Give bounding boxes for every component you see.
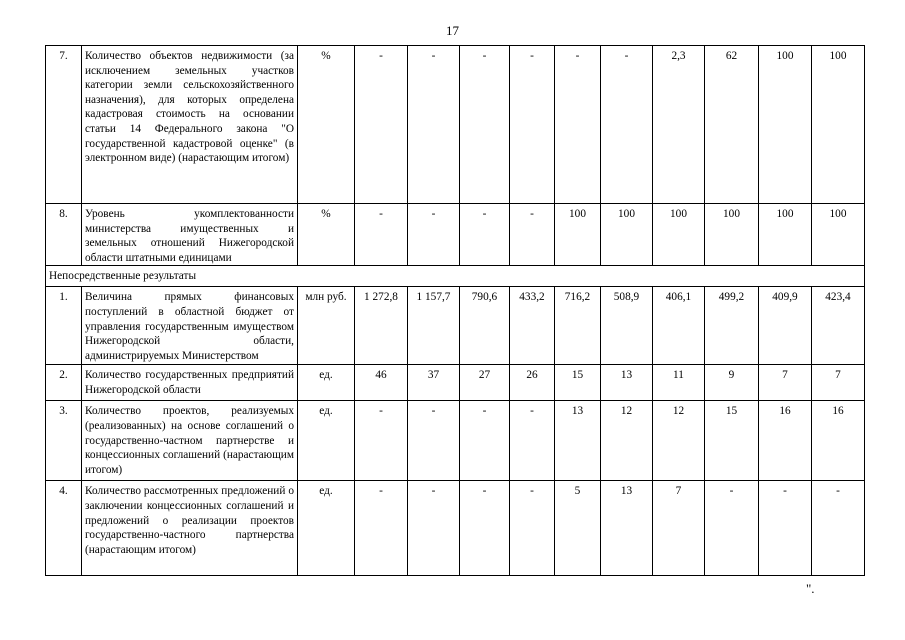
table-row <box>46 401 865 481</box>
value-cell: 2,3 <box>653 46 705 204</box>
unit-cell: % <box>298 204 355 266</box>
value-cell: - <box>408 481 460 576</box>
row-number: 8. <box>46 204 82 266</box>
value-cell: 508,9 <box>601 287 653 365</box>
value-cell: - <box>705 481 759 576</box>
value-cell: - <box>355 481 408 576</box>
value-cell: 100 <box>601 204 653 266</box>
section-row <box>46 266 865 287</box>
row-number: 1. <box>46 287 82 365</box>
table-row <box>46 365 865 401</box>
value-cell: 790,6 <box>460 287 510 365</box>
value-cell: 7 <box>653 481 705 576</box>
row-number: 3. <box>46 401 82 481</box>
value-cell: 9 <box>705 365 759 401</box>
value-cell: 11 <box>653 365 705 401</box>
indicators-table <box>45 45 865 576</box>
value-cell: - <box>601 46 653 204</box>
value-cell: - <box>355 46 408 204</box>
table-row <box>46 204 865 266</box>
indicator-name: Количество государственных предприятий Нижегородской области <box>82 365 298 401</box>
value-cell: 100 <box>759 204 812 266</box>
value-cell: 27 <box>460 365 510 401</box>
value-cell: - <box>408 204 460 266</box>
value-cell: - <box>460 46 510 204</box>
table-body-bottom <box>46 287 865 576</box>
value-cell: - <box>510 481 555 576</box>
unit-cell: % <box>298 46 355 204</box>
table-row <box>46 287 865 365</box>
value-cell: 46 <box>355 365 408 401</box>
page-number: 17 <box>446 23 459 38</box>
section-label: Непосредственные результаты <box>46 266 865 287</box>
value-cell: 423,4 <box>812 287 865 365</box>
table-body-top <box>46 46 865 266</box>
value-cell: 100 <box>653 204 705 266</box>
value-cell: 26 <box>510 365 555 401</box>
value-cell: - <box>460 204 510 266</box>
value-cell: 16 <box>812 401 865 481</box>
indicator-name: Уровень укомплектованности министерства имущественных и земельных отношений Нижегородской области штатными единицами <box>82 204 298 266</box>
value-cell: - <box>408 46 460 204</box>
unit-cell: ед. <box>298 365 355 401</box>
indicator-name: Количество рассмотренных предложений о заключении концессионных соглашений и предложений о реализации проектов государственно-частного партнерства (нарастающим итогом) <box>82 481 298 576</box>
value-cell: 15 <box>705 401 759 481</box>
value-cell: - <box>812 481 865 576</box>
value-cell: 13 <box>601 365 653 401</box>
value-cell: 100 <box>705 204 759 266</box>
value-cell: 7 <box>812 365 865 401</box>
value-cell: - <box>355 401 408 481</box>
value-cell: 100 <box>812 46 865 204</box>
value-cell: 5 <box>555 481 601 576</box>
value-cell: 13 <box>601 481 653 576</box>
value-cell: - <box>460 401 510 481</box>
unit-cell: ед. <box>298 481 355 576</box>
table-section <box>46 266 865 287</box>
value-cell: - <box>759 481 812 576</box>
row-number: 7. <box>46 46 82 204</box>
value-cell: - <box>510 204 555 266</box>
value-cell: 12 <box>601 401 653 481</box>
value-cell: 100 <box>812 204 865 266</box>
indicator-name: Величина прямых финансовых поступлений в областной бюджет от управления государственным имуществом Нижегородской области, администрируемых Министерством <box>82 287 298 365</box>
value-cell: 16 <box>759 401 812 481</box>
value-cell: - <box>355 204 408 266</box>
value-cell: 406,1 <box>653 287 705 365</box>
value-cell: 433,2 <box>510 287 555 365</box>
row-number: 4. <box>46 481 82 576</box>
closing-quote: ". <box>806 581 815 596</box>
value-cell: 1 157,7 <box>408 287 460 365</box>
value-cell: - <box>510 401 555 481</box>
value-cell: 1 272,8 <box>355 287 408 365</box>
value-cell: 12 <box>653 401 705 481</box>
table-row <box>46 481 865 576</box>
value-cell: 37 <box>408 365 460 401</box>
value-cell: 716,2 <box>555 287 601 365</box>
value-cell: - <box>510 46 555 204</box>
value-cell: 62 <box>705 46 759 204</box>
value-cell: 15 <box>555 365 601 401</box>
value-cell: 100 <box>555 204 601 266</box>
value-cell: 100 <box>759 46 812 204</box>
table-row <box>46 46 865 204</box>
value-cell: 499,2 <box>705 287 759 365</box>
indicator-name: Количество объектов недвижимости (за исключением земельных участков категории земли сельскохозяйственного назначения), для которых определена кадастровая стоимость на основании статьи 14 Федерального закона "О государственной кадастровой оценке" (в электронном виде) (нарастающим итогом) <box>82 46 298 204</box>
value-cell: 7 <box>759 365 812 401</box>
indicator-name: Количество проектов, реализуемых (реализованных) на основе соглашений о государственно-частном партнерстве и концессионных соглашений (нарастающим итогом) <box>82 401 298 481</box>
unit-cell: ед. <box>298 401 355 481</box>
value-cell: - <box>460 481 510 576</box>
value-cell: - <box>555 46 601 204</box>
value-cell: 13 <box>555 401 601 481</box>
unit-cell: млн руб. <box>298 287 355 365</box>
value-cell: 409,9 <box>759 287 812 365</box>
row-number: 2. <box>46 365 82 401</box>
value-cell: - <box>408 401 460 481</box>
